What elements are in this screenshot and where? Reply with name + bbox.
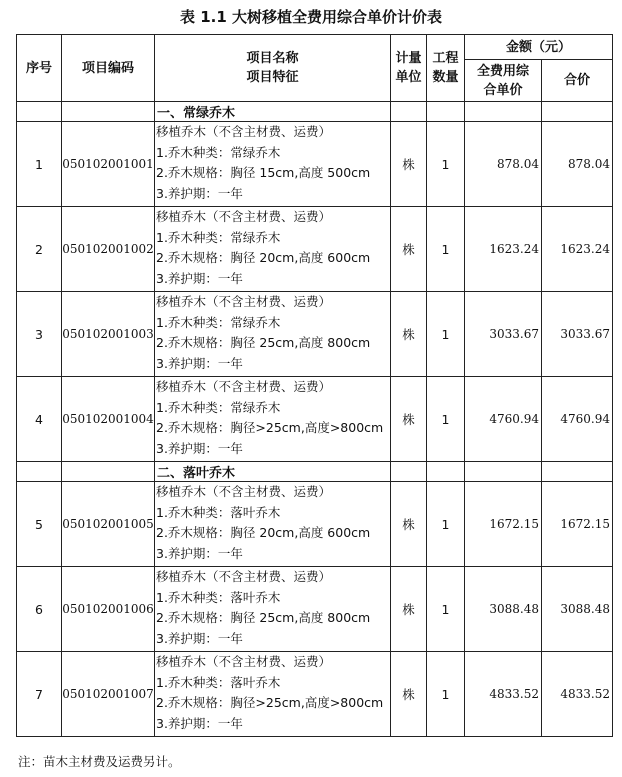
section-row (17, 462, 613, 482)
section-unit-price-cell (465, 102, 542, 122)
feature-line: 1.乔木种类：落叶乔木 (156, 674, 281, 690)
feature-line: 移植乔木（不含主材费、运费） (156, 379, 332, 394)
feature-line: 1.乔木种类：常绿乔木 (156, 399, 281, 415)
unit-cell: 株 (391, 207, 427, 292)
table-row (17, 482, 613, 567)
unit-price-cell: 1623.24 (465, 207, 542, 292)
feature-line: 移植乔木（不含主材费、运费） (156, 654, 332, 669)
seq-cell: 5 (17, 482, 62, 567)
table-row (17, 122, 613, 207)
feature-cell (155, 292, 391, 377)
page-title: 表 1.1 大树移植全费用综合单价计价表 (179, 8, 443, 26)
unit-cell: 株 (391, 122, 427, 207)
feature-line: 移植乔木（不含主材费、运费） (156, 124, 332, 139)
code-cell: 050102001007 (62, 652, 155, 737)
feature-line: 1.乔木种类：常绿乔木 (156, 144, 281, 160)
code-cell: 050102001002 (62, 207, 155, 292)
unit-cell: 株 (391, 652, 427, 737)
feature-line: 2.乔木规格：胸径 20cm,高度 600cm (156, 525, 371, 540)
qty-cell: 1 (427, 122, 465, 207)
section-qty-cell (427, 102, 465, 122)
table-row (17, 652, 613, 737)
feature-line: 3.养护期：一年 (156, 630, 243, 646)
feature-cell (155, 567, 391, 652)
unit-price-cell: 4833.52 (465, 652, 542, 737)
feature-line: 3.养护期：一年 (156, 270, 243, 286)
table-row (17, 377, 613, 462)
total-cell: 3088.48 (542, 567, 613, 652)
total-cell: 1623.24 (542, 207, 613, 292)
unit-cell: 株 (391, 567, 427, 652)
feature-line: 移植乔木（不含主材费、运费） (156, 569, 332, 584)
table-body (17, 102, 613, 737)
qty-cell: 1 (427, 377, 465, 462)
table-note: 注：苗木主材费及运费另计。 (18, 754, 181, 769)
section-total-cell (542, 102, 613, 122)
total-cell: 4760.94 (542, 377, 613, 462)
header-unit-price-line1: 全费用综 (476, 63, 529, 79)
seq-cell: 2 (17, 207, 62, 292)
feature-line: 1.乔木种类：常绿乔木 (156, 229, 281, 245)
seq-cell: 4 (17, 377, 62, 462)
section-unit-cell (391, 102, 427, 122)
table-row (17, 567, 613, 652)
feature-line: 1.乔木种类：常绿乔木 (156, 314, 281, 330)
section-unit-price-cell (465, 462, 542, 482)
unit-cell: 株 (391, 482, 427, 567)
feature-cell (155, 652, 391, 737)
section-seq-cell (17, 462, 62, 482)
header-unit-price (465, 60, 542, 102)
qty-cell: 1 (427, 292, 465, 377)
code-cell: 050102001004 (62, 377, 155, 462)
section-code-cell (62, 102, 155, 122)
section-label: 二、落叶乔木 (155, 462, 391, 482)
unit-price-cell: 4760.94 (465, 377, 542, 462)
feature-line: 3.养护期：一年 (156, 355, 243, 371)
header-unit-price-line2: 合单价 (483, 82, 523, 98)
feature-line: 移植乔木（不含主材费、运费） (156, 484, 332, 499)
seq-cell: 3 (17, 292, 62, 377)
feature-line: 2.乔木规格：胸径 25cm,高度 800cm (156, 610, 371, 625)
feature-cell (155, 122, 391, 207)
unit-cell: 株 (391, 292, 427, 377)
header-total: 合价 (542, 60, 613, 102)
code-cell: 050102001005 (62, 482, 155, 567)
header-name (155, 35, 391, 102)
seq-cell: 1 (17, 122, 62, 207)
unit-price-cell: 878.04 (465, 122, 542, 207)
feature-cell (155, 207, 391, 292)
header-unit-line2: 单位 (395, 70, 422, 85)
table-row (17, 207, 613, 292)
feature-line: 移植乔木（不含主材费、运费） (156, 209, 332, 224)
qty-cell: 1 (427, 652, 465, 737)
section-unit-cell (391, 462, 427, 482)
total-cell: 4833.52 (542, 652, 613, 737)
header-amount: 金额（元） (465, 35, 613, 60)
total-cell: 1672.15 (542, 482, 613, 567)
table-row (17, 292, 613, 377)
feature-line: 2.乔木规格：胸径>25cm,高度>800cm (156, 420, 384, 435)
seq-cell: 6 (17, 567, 62, 652)
unit-cell: 株 (391, 377, 427, 462)
qty-cell: 1 (427, 482, 465, 567)
feature-line: 3.养护期：一年 (156, 545, 243, 561)
feature-line: 1.乔木种类：落叶乔木 (156, 589, 281, 605)
header-unit-line1: 计量 (395, 51, 422, 66)
pricing-table (16, 34, 613, 737)
header-unit (391, 35, 427, 102)
feature-line: 1.乔木种类：落叶乔木 (156, 504, 281, 520)
seq-cell: 7 (17, 652, 62, 737)
feature-line: 2.乔木规格：胸径 25cm,高度 800cm (156, 335, 371, 350)
feature-line: 3.养护期：一年 (156, 440, 243, 456)
header-code: 项目编码 (62, 35, 155, 102)
feature-cell (155, 377, 391, 462)
unit-price-cell: 3088.48 (465, 567, 542, 652)
code-cell: 050102001006 (62, 567, 155, 652)
total-cell: 878.04 (542, 122, 613, 207)
section-total-cell (542, 462, 613, 482)
section-label: 一、常绿乔木 (155, 102, 391, 122)
section-code-cell (62, 462, 155, 482)
unit-price-cell: 1672.15 (465, 482, 542, 567)
header-name-line1: 项目名称 (246, 51, 299, 66)
qty-cell: 1 (427, 207, 465, 292)
header-qty-line2: 数量 (432, 70, 459, 85)
header-qty (427, 35, 465, 102)
section-seq-cell (17, 102, 62, 122)
header-name-line2: 项目特征 (246, 70, 299, 85)
section-qty-cell (427, 462, 465, 482)
header-qty-line1: 工程 (432, 51, 459, 66)
feature-line: 移植乔木（不含主材费、运费） (156, 294, 332, 309)
code-cell: 050102001001 (62, 122, 155, 207)
section-row (17, 102, 613, 122)
feature-line: 3.养护期：一年 (156, 715, 243, 731)
total-cell: 3033.67 (542, 292, 613, 377)
code-cell: 050102001003 (62, 292, 155, 377)
feature-line: 3.养护期：一年 (156, 185, 243, 201)
feature-line: 2.乔木规格：胸径 20cm,高度 600cm (156, 250, 371, 265)
feature-line: 2.乔木规格：胸径>25cm,高度>800cm (156, 695, 384, 710)
feature-cell (155, 482, 391, 567)
qty-cell: 1 (427, 567, 465, 652)
header-seq: 序号 (17, 35, 62, 102)
feature-line: 2.乔木规格：胸径 15cm,高度 500cm (156, 165, 371, 180)
unit-price-cell: 3033.67 (465, 292, 542, 377)
